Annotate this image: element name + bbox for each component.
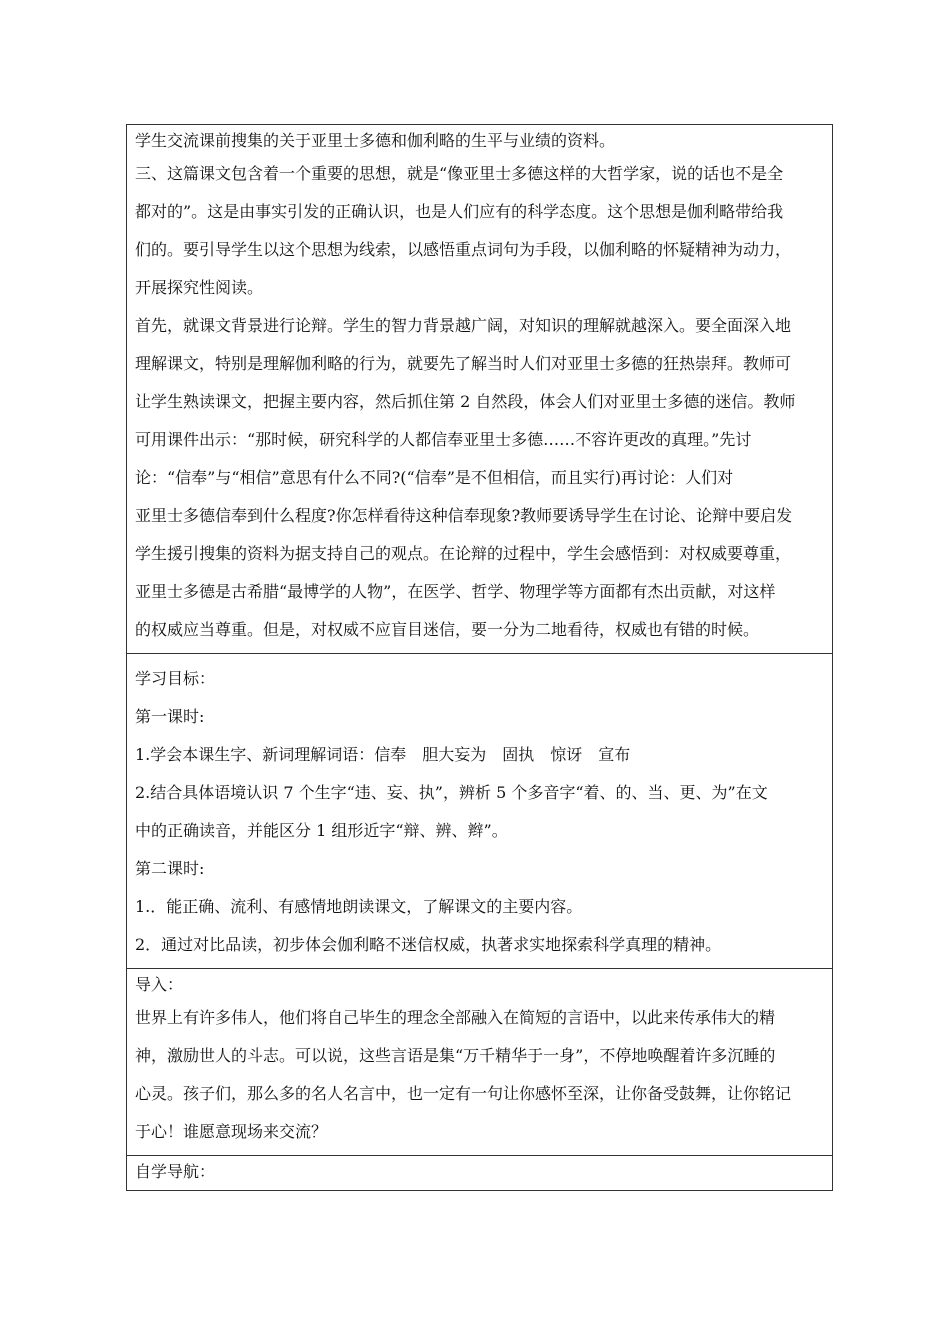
text-line: 都对的”。这是由事实引发的正确认识，也是人们应有的科学态度。这个思想是伽利略带给我 — [135, 202, 784, 221]
text-line: 学生援引搜集的资料为据支持自己的观点。在论辩的过程中，学生会感悟到：对权威要尊重， — [135, 544, 792, 563]
objective-item: 中的正确读音，并能区分 1 组形近字“辩、辨、辫”。 — [135, 821, 508, 840]
text-line: 的权威应当尊重。但是，对权威不应盲目迷信，要一分为二地看待，权威也有错的时候。 — [135, 620, 760, 639]
text-line: 心灵。孩子们，那么多的名人名言中，也一定有一句让你感怀至深，让你备受鼓舞，让你铭记 — [135, 1084, 792, 1103]
text-line: 可用课件出示：“那时候，研究科学的人都信奉亚里士多德……不容许更改的真理。”先讨 — [135, 430, 752, 449]
text-line: 让学生熟读课文，把握主要内容，然后抓住第 2 自然段，体会人们对亚里士多德的迷信。教师 — [135, 392, 796, 411]
self-study-cell — [126, 1156, 833, 1191]
section-heading: 自学导航： — [135, 1162, 216, 1181]
objective-item: 2.结合具体语境认识 7 个生字“违、妄、执”，辨析 5 个多音字“着、的、当、更、为”在文 — [135, 783, 768, 802]
text-line: 于心！谁愿意现场来交流？ — [135, 1122, 328, 1141]
text-line: 们的。要引导学生以这个思想为线索，以感悟重点词句为手段，以伽利略的怀疑精神为动力， — [135, 240, 792, 259]
objective-item: 1.学会本课生字、新词理解词语：信奉 胆大妄为 固执 惊讶 宣布 — [135, 745, 631, 764]
text-line: 三、这篇课文包含着一个重要的思想，就是“像亚里士多德这样的大哲学家，说的话也不是全 — [135, 164, 784, 183]
objective-item: 1.．能正确、流利、有感情地朗读课文，了解课文的主要内容。 — [135, 897, 583, 916]
text-line: 理解课文，特别是理解伽利略的行为，就要先了解当时人们对亚里士多德的狂热崇拜。教师可 — [135, 354, 792, 373]
section-heading: 学习目标： — [135, 669, 216, 688]
learning-objectives-cell — [126, 654, 833, 969]
text-line: 世界上有许多伟人，他们将自己毕生的理念全部融入在简短的言语中，以此来传承伟大的精 — [135, 1008, 776, 1027]
text-line: 亚里士多德是古希腊“最博学的人物”，在医学、哲学、物理学等方面都有杰出贡献，对这样 — [135, 582, 776, 601]
text-line: 首先，就课文背景进行论辩。学生的智力背景越广阔，对知识的理解就越深入。要全面深入地 — [135, 316, 792, 335]
section-heading: 导入： — [135, 975, 184, 994]
objective-item: 2．通过对比品读，初步体会伽利略不迷信权威，执著求实地探索科学真理的精神。 — [135, 935, 722, 954]
lesson-heading: 第一课时: — [135, 707, 205, 726]
text-line: 开展探究性阅读。 — [135, 278, 264, 297]
lesson-plan-table — [126, 124, 833, 1191]
text-line: 论：“信奉”与“相信”意思有什么不同?(“信奉”是不但相信，而且实行)再讨论：人们对 — [135, 468, 734, 487]
introduction-cell — [126, 969, 833, 1156]
text-line: 神，激励世人的斗志。可以说，这些言语是集“万千精华于一身”，不停地唤醒着许多沉睡的 — [135, 1046, 776, 1065]
text-line: 学生交流课前搜集的关于亚里士多德和伽利略的生平与业绩的资料。 — [135, 131, 616, 150]
lesson-heading: 第二课时: — [135, 859, 205, 878]
teaching-strategy-cell — [126, 124, 833, 654]
text-line: 亚里士多德信奉到什么程度?你怎样看待这种信奉现象?教师要诱导学生在讨论、论辩中要启发 — [135, 506, 793, 525]
